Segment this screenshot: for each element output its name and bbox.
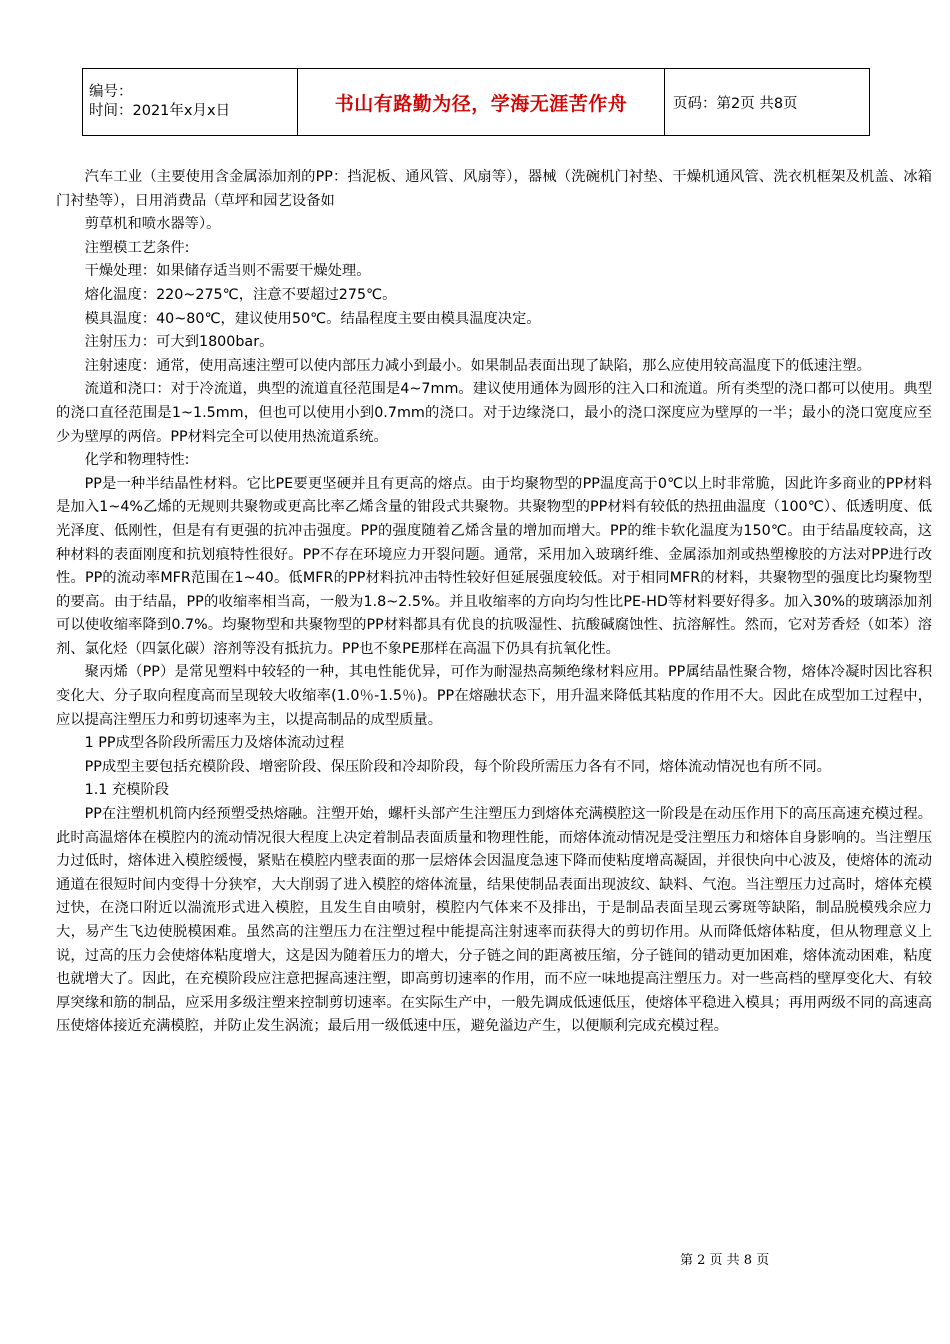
- section-heading: 1.1 充模阶段: [84, 782, 170, 799]
- number-label: 编号：: [89, 84, 133, 100]
- page-footer: 第 2 页 共 8 页: [680, 1253, 770, 1268]
- header-meta: [83, 69, 298, 136]
- paragraph: 注射速度：通常，使用高速注塑可以使内部压力减小到最小。如果制品表面出现了缺陷，那么应使用较高温度下的低速注塑。: [84, 357, 871, 374]
- header-page-label: 页码：第2页 共8页: [665, 69, 870, 136]
- document-body: [56, 166, 932, 1039]
- section-heading: 1 PP成型各阶段所需压力及熔体流动过程: [84, 735, 345, 752]
- paragraph: 熔化温度：220~275℃，注意不要超过275℃。: [84, 286, 397, 303]
- paragraph: 聚丙烯（PP）是常见塑料中较轻的一种，其电性能优异，可作为耐湿热高频绝缘材料应用。PP属结晶性聚合物，熔体冷凝时因比容积变化大、分子取向程度高而呈现较大收缩率(1.0％-1.5％)。PP在熔融状态下，用升温来降低其粘度的作用不大。因此在成型加工过程中，应以提高注塑压力和剪切速率为主，以提高制品的成型质量。: [56, 664, 932, 728]
- paragraph: 注射压力：可大到1800bar。: [84, 334, 274, 351]
- document-header: [82, 68, 870, 136]
- paragraph: PP是一种半结晶性材料。它比PE要更坚硬并且有更高的熔点。由于均聚物型的PP温度高于0℃以上时非常脆，因此许多商业的PP材料是加入1~4%乙烯的无规则共聚物或更高比率乙烯含量的钳段式共聚物。共聚物型的PP材料有较低的热扭曲温度（100℃）、低透明度、低光泽度、低刚性，但是有有更强的抗冲击强度。PP的强度随着乙烯含量的增加而增大。PP的维卡软化温度为150℃。由于结晶度较高，这种材料的表面刚度和抗划痕特性很好。PP不存在环境应力开裂问题。通常，采用加入玻璃纤维、金属添加剂或热塑橡胶的方法对PP进行改性。PP的流动率MFR范围在1~40。低MFR的PP材料抗冲击特性较好但延展强度较低。对于相同MFR的材料，共聚物型的强度比均聚物型的要高。由于结晶，PP的收缩率相当高，一般为1.8~2.5%。并且收缩率的方向均匀性比PE-HD等材料要好得多。加入30%的玻璃添加剂可以使收缩率降到0.7%。均聚物型和共聚物型的PP材料都具有优良的抗吸湿性、抗酸碱腐蚀性、抗溶解性。然而，它对芳香烃（如苯）溶剂、氯化烃（四氯化碳）溶剂等没有抵抗力。PP也不象PE那样在高温下仍具有抗氧化性。: [56, 475, 932, 657]
- time-label: 时间：2021年x月x日: [89, 103, 231, 119]
- paragraph: PP成型主要包括充模阶段、增密阶段、保压阶段和冷却阶段，每个阶段所需压力各有不同，熔体流动情况也有所不同。: [84, 758, 831, 775]
- paragraph: 剪草机和喷水器等）。: [84, 216, 221, 233]
- paragraph: 流道和浇口：对于冷流道，典型的流道直径范围是4~7mm。建议使用通体为圆形的注入口和流道。所有类型的浇口都可以使用。典型的浇口直径范围是1~1.5mm，但也可以使用小到0.7mm的浇口。对于边缘浇口，最小的浇口深度应为壁厚的一半；最小的浇口宽度应至少为壁厚的两倍。PP材料完全可以使用热流道系统。: [56, 381, 932, 445]
- header-motto: 书山有路勤为径，学海无涯苦作舟: [298, 69, 665, 136]
- paragraph: 干燥处理：如果储存适当则不需要干燥处理。: [84, 263, 371, 280]
- paragraph: 汽车工业（主要使用含金属添加剂的PP：挡泥板、通风管、风扇等），器械（洗碗机门衬垫、干燥机通风管、洗衣机框架及机盖、冰箱门衬垫等），日用消费品（草坪和园艺设备如: [56, 169, 932, 209]
- paragraph: 注塑模工艺条件:: [84, 239, 190, 256]
- paragraph: 化学和物理特性:: [84, 452, 190, 469]
- paragraph: PP在注塑机机筒内经预塑受热熔融。注塑开始，螺杆头部产生注塑压力到熔体充满模腔这一阶段是在动压作用下的高压高速充模过程。此时高温熔体在模腔内的流动情况很大程度上决定着制品表面质量和物理性能，而熔体流动情况是受注塑压力和熔体自身影响的。当注塑压力过低时，熔体进入模腔缓慢，紧贴在模腔内壁表面的那一层熔体会因温度急速下降而使粘度增高凝固，并很快向中心波及，使熔体的流动通道在很短时间内变得十分狭窄，大大削弱了进入模腔的熔体流量，结果使制品表面出现波纹、缺料、气泡。当注塑压力过高时，熔体充模过快，在浇口附近以湍流形式进入模腔，且发生自由喷射，模腔内气体来不及排出，于是制品表面呈现云雾斑等缺陷，制品脱模残余应力大，易产生飞边使脱模困难。虽然高的注塑压力在注塑过程中能提高注射速率而获得大的剪切作用。从而降低熔体粘度，但从物理意义上说，过高的压力会使熔体粘度增大，这是因为随着压力的增大，分子链之间的距离被压缩，分子链间的错动更加困难，熔体流动困难，粘度也就增大了。因此，在充模阶段应注意把握高速注塑，即高剪切速率的作用，而不应一味地提高注塑压力。对一些高档的壁厚变化大、有较厚突缘和筋的制品，应采用多级注塑来控制剪切速率。在实际生产中，一般先调成低速低压，使熔体平稳进入模具；再用两级不同的高速高压使熔体接近充满模腔，并防止发生涡流；最后用一级低速中压，避免溢边产生，以便顺利完成充模过程。: [56, 806, 932, 1035]
- paragraph: 模具温度：40~80℃，建议使用50℃。结晶程度主要由模具温度决定。: [84, 310, 541, 327]
